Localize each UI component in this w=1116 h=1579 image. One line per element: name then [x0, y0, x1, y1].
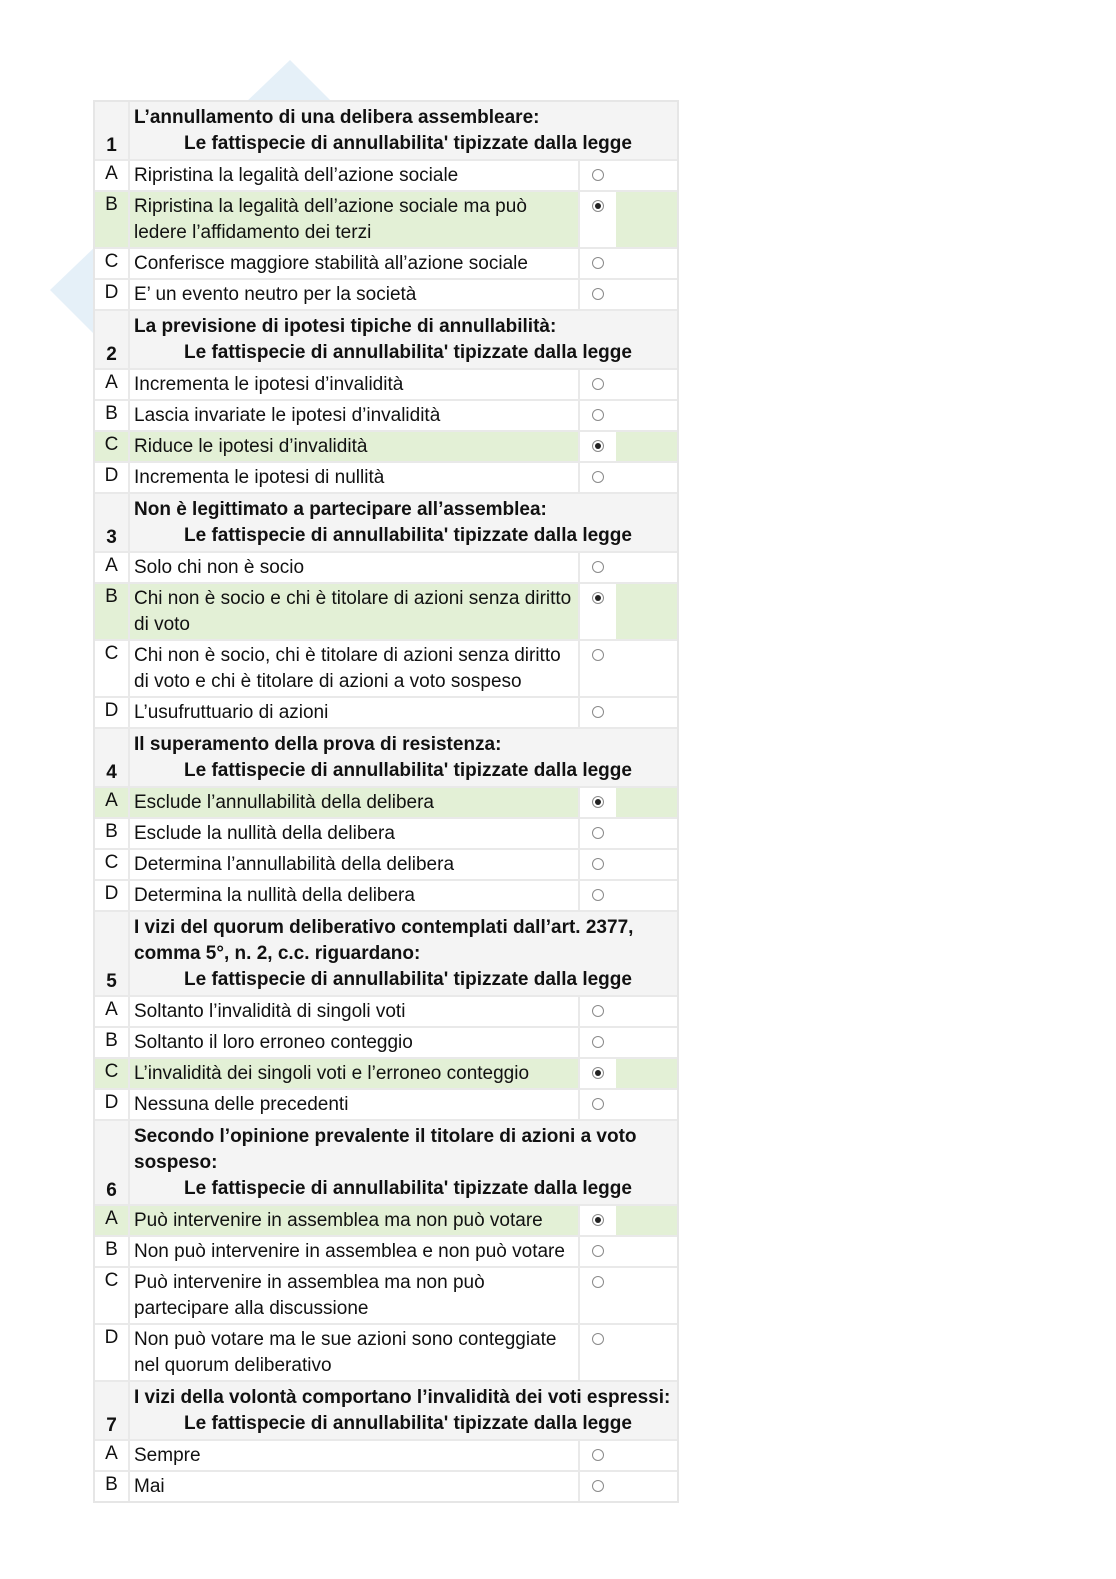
answer-radio-cell: [580, 192, 616, 247]
answer-letter: C: [95, 1059, 130, 1088]
answer-radio-cell: [580, 698, 616, 727]
answer-text: Ripristina la legalità dell’azione sociale ma può ledere l’affidamento dei terzi: [130, 192, 580, 247]
answer-row: [95, 1206, 677, 1237]
answer-radio-cell: [580, 1268, 616, 1323]
answer-text: E’ un evento neutro per la società: [130, 280, 580, 309]
question-text: I vizi della volontà comportano l’invalidità dei voti espressi:: [134, 1387, 671, 1408]
radio-unselected-icon[interactable]: [592, 561, 604, 573]
answer-row: [95, 1441, 677, 1472]
answer-radio-cell: [580, 1090, 616, 1119]
answer-letter: D: [95, 1325, 130, 1380]
answer-spacer: [616, 1028, 677, 1057]
question-text: Secondo l’opinione prevalente il titolare di azioni a voto sospeso:: [134, 1126, 637, 1173]
answer-row: [95, 553, 677, 584]
question-number: 2: [95, 311, 130, 368]
answer-spacer: [616, 698, 677, 727]
question-topic: Le fattispecie di annullabilita' tipizzate dalla legge: [184, 133, 632, 154]
answer-letter: A: [95, 1206, 130, 1235]
answer-text: Può intervenire in assemblea ma non può votare: [130, 1206, 580, 1235]
answer-row: [95, 819, 677, 850]
answer-letter: A: [95, 788, 130, 817]
answer-row: [95, 881, 677, 912]
answer-spacer: [616, 1059, 677, 1088]
answer-text: Riduce le ipotesi d’invalidità: [130, 432, 580, 461]
question-row: [95, 102, 677, 161]
question-topic: Le fattispecie di annullabilita' tipizzate dalla legge: [184, 342, 632, 363]
answer-letter: A: [95, 553, 130, 582]
answer-text: Chi non è socio e chi è titolare di azioni senza diritto di voto: [130, 584, 580, 639]
answer-radio-cell: [580, 370, 616, 399]
radio-unselected-icon[interactable]: [592, 889, 604, 901]
question-cell: [130, 912, 677, 995]
answer-row: [95, 463, 677, 494]
answer-radio-cell: [580, 1237, 616, 1266]
answer-text: Ripristina la legalità dell’azione sociale: [130, 161, 580, 190]
radio-selected-icon[interactable]: [592, 796, 604, 808]
answer-letter: B: [95, 1028, 130, 1057]
answer-row: [95, 1028, 677, 1059]
answer-spacer: [616, 819, 677, 848]
quiz-table: [93, 100, 679, 1503]
answer-row: [95, 280, 677, 311]
question-number: 1: [95, 102, 130, 159]
answer-radio-cell: [580, 249, 616, 278]
answer-radio-cell: [580, 401, 616, 430]
question-row: [95, 1382, 677, 1441]
answer-text: Conferisce maggiore stabilità all’azione sociale: [130, 249, 580, 278]
answer-text: Soltanto l’invalidità di singoli voti: [130, 997, 580, 1026]
answer-spacer: [616, 584, 677, 639]
answer-radio-cell: [580, 788, 616, 817]
answer-text: Incrementa le ipotesi di nullità: [130, 463, 580, 492]
answer-letter: A: [95, 997, 130, 1026]
answer-row: [95, 850, 677, 881]
answer-text: Può intervenire in assemblea ma non può partecipare alla discussione: [130, 1268, 580, 1323]
answer-row: [95, 1268, 677, 1325]
radio-selected-icon[interactable]: [592, 200, 604, 212]
question-row: [95, 1121, 677, 1206]
answer-radio-cell: [580, 1059, 616, 1088]
answer-spacer: [616, 370, 677, 399]
answer-spacer: [616, 280, 677, 309]
answer-letter: C: [95, 850, 130, 879]
answer-letter: B: [95, 1472, 130, 1501]
answer-letter: C: [95, 432, 130, 461]
answer-letter: D: [95, 463, 130, 492]
question-row: [95, 729, 677, 788]
answer-radio-cell: [580, 161, 616, 190]
question-cell: [130, 1121, 677, 1204]
question-text: I vizi del quorum deliberativo contemplati dall’art. 2377, comma 5°, n. 2, c.c. riguardano:: [134, 917, 634, 964]
radio-unselected-icon[interactable]: [592, 378, 604, 390]
answer-letter: B: [95, 1237, 130, 1266]
question-cell: [130, 102, 677, 159]
answer-spacer: [616, 432, 677, 461]
answer-letter: B: [95, 401, 130, 430]
question-row: [95, 912, 677, 997]
answer-letter: A: [95, 370, 130, 399]
answer-radio-cell: [580, 819, 616, 848]
radio-unselected-icon[interactable]: [592, 827, 604, 839]
answer-spacer: [616, 1090, 677, 1119]
answer-spacer: [616, 1237, 677, 1266]
question-cell: [130, 729, 677, 786]
answer-letter: B: [95, 584, 130, 639]
answer-text: Esclude la nullità della delibera: [130, 819, 580, 848]
answer-row: [95, 432, 677, 463]
question-topic: Le fattispecie di annullabilita' tipizzate dalla legge: [184, 1178, 632, 1199]
answer-spacer: [616, 1206, 677, 1235]
answer-text: Determina la nullità della delibera: [130, 881, 580, 910]
answer-text: Esclude l’annullabilità della delibera: [130, 788, 580, 817]
question-row: [95, 494, 677, 553]
answer-row: [95, 788, 677, 819]
answer-letter: C: [95, 249, 130, 278]
answer-letter: D: [95, 280, 130, 309]
radio-unselected-icon[interactable]: [592, 1480, 604, 1492]
answer-row: [95, 1090, 677, 1121]
radio-unselected-icon[interactable]: [592, 288, 604, 300]
answer-text: Lascia invariate le ipotesi d’invalidità: [130, 401, 580, 430]
radio-unselected-icon[interactable]: [592, 1036, 604, 1048]
answer-letter: D: [95, 698, 130, 727]
answer-radio-cell: [580, 1206, 616, 1235]
answer-text: Incrementa le ipotesi d’invalidità: [130, 370, 580, 399]
answer-spacer: [616, 641, 677, 696]
radio-unselected-icon[interactable]: [592, 858, 604, 870]
answer-text: Soltanto il loro erroneo conteggio: [130, 1028, 580, 1057]
question-topic: Le fattispecie di annullabilita' tipizzate dalla legge: [184, 1413, 632, 1434]
answer-radio-cell: [580, 1028, 616, 1057]
answer-letter: D: [95, 1090, 130, 1119]
answer-radio-cell: [580, 584, 616, 639]
question-number: 7: [95, 1382, 130, 1439]
radio-unselected-icon[interactable]: [592, 257, 604, 269]
answer-text: Determina l’annullabilità della delibera: [130, 850, 580, 879]
answer-radio-cell: [580, 553, 616, 582]
answer-row: [95, 192, 677, 249]
answer-row: [95, 401, 677, 432]
radio-selected-icon[interactable]: [592, 1067, 604, 1079]
question-topic: Le fattispecie di annullabilita' tipizzate dalla legge: [184, 525, 632, 546]
answer-text: Solo chi non è socio: [130, 553, 580, 582]
answer-spacer: [616, 881, 677, 910]
radio-unselected-icon[interactable]: [592, 1333, 604, 1345]
answer-text: Chi non è socio, chi è titolare di azioni senza diritto di voto e chi è titolare di azioni a voto sospeso: [130, 641, 580, 696]
question-number: 4: [95, 729, 130, 786]
radio-unselected-icon[interactable]: [592, 1005, 604, 1017]
radio-unselected-icon[interactable]: [592, 471, 604, 483]
radio-selected-icon[interactable]: [592, 1214, 604, 1226]
answer-text: Non può intervenire in assemblea e non può votare: [130, 1237, 580, 1266]
answer-spacer: [616, 192, 677, 247]
question-topic: Le fattispecie di annullabilita' tipizzate dalla legge: [184, 760, 632, 781]
answer-spacer: [616, 1325, 677, 1380]
answer-spacer: [616, 249, 677, 278]
radio-selected-icon[interactable]: [592, 592, 604, 604]
answer-letter: A: [95, 1441, 130, 1470]
answer-text: Sempre: [130, 1441, 580, 1470]
question-cell: [130, 311, 677, 368]
answer-row: [95, 161, 677, 192]
question-topic: Le fattispecie di annullabilita' tipizzate dalla legge: [184, 969, 632, 990]
answer-text: L’invalidità dei singoli voti e l’erroneo conteggio: [130, 1059, 580, 1088]
radio-selected-icon[interactable]: [592, 440, 604, 452]
answer-spacer: [616, 1472, 677, 1501]
answer-row: [95, 584, 677, 641]
answer-text: Non può votare ma le sue azioni sono conteggiate nel quorum deliberativo: [130, 1325, 580, 1380]
radio-unselected-icon[interactable]: [592, 649, 604, 661]
question-cell: [130, 1382, 677, 1439]
question-text: La previsione di ipotesi tipiche di annullabilità:: [134, 316, 557, 337]
radio-unselected-icon[interactable]: [592, 1276, 604, 1288]
radio-unselected-icon[interactable]: [592, 1098, 604, 1110]
answer-row: [95, 1472, 677, 1501]
answer-row: [95, 1325, 677, 1382]
radio-unselected-icon[interactable]: [592, 169, 604, 181]
radio-unselected-icon[interactable]: [592, 409, 604, 421]
answer-radio-cell: [580, 432, 616, 461]
question-cell: [130, 494, 677, 551]
answer-radio-cell: [580, 641, 616, 696]
answer-row: [95, 997, 677, 1028]
answer-row: [95, 698, 677, 729]
answer-text: Nessuna delle precedenti: [130, 1090, 580, 1119]
answer-spacer: [616, 997, 677, 1026]
answer-spacer: [616, 161, 677, 190]
question-text: Il superamento della prova di resistenza:: [134, 734, 502, 755]
answer-radio-cell: [580, 997, 616, 1026]
answer-letter: C: [95, 1268, 130, 1323]
answer-letter: D: [95, 881, 130, 910]
radio-unselected-icon[interactable]: [592, 706, 604, 718]
answer-row: [95, 249, 677, 280]
answer-spacer: [616, 553, 677, 582]
answer-row: [95, 641, 677, 698]
answer-radio-cell: [580, 881, 616, 910]
answer-text: Mai: [130, 1472, 580, 1501]
answer-letter: C: [95, 641, 130, 696]
answer-radio-cell: [580, 850, 616, 879]
answer-row: [95, 1059, 677, 1090]
answer-row: [95, 1237, 677, 1268]
answer-spacer: [616, 1441, 677, 1470]
question-text: Non è legittimato a partecipare all’assemblea:: [134, 499, 547, 520]
answer-row: [95, 370, 677, 401]
answer-radio-cell: [580, 1325, 616, 1380]
answer-spacer: [616, 1268, 677, 1323]
answer-radio-cell: [580, 1441, 616, 1470]
question-text: L’annullamento di una delibera assembleare:: [134, 107, 540, 128]
answer-spacer: [616, 788, 677, 817]
question-number: 5: [95, 912, 130, 995]
answer-radio-cell: [580, 280, 616, 309]
answer-radio-cell: [580, 1472, 616, 1501]
radio-unselected-icon[interactable]: [592, 1245, 604, 1257]
answer-letter: B: [95, 819, 130, 848]
answer-spacer: [616, 850, 677, 879]
radio-unselected-icon[interactable]: [592, 1449, 604, 1461]
answer-radio-cell: [580, 463, 616, 492]
question-number: 3: [95, 494, 130, 551]
question-number: 6: [95, 1121, 130, 1204]
answer-spacer: [616, 401, 677, 430]
answer-spacer: [616, 463, 677, 492]
answer-letter: A: [95, 161, 130, 190]
answer-text: L’usufruttuario di azioni: [130, 698, 580, 727]
question-row: [95, 311, 677, 370]
answer-letter: B: [95, 192, 130, 247]
